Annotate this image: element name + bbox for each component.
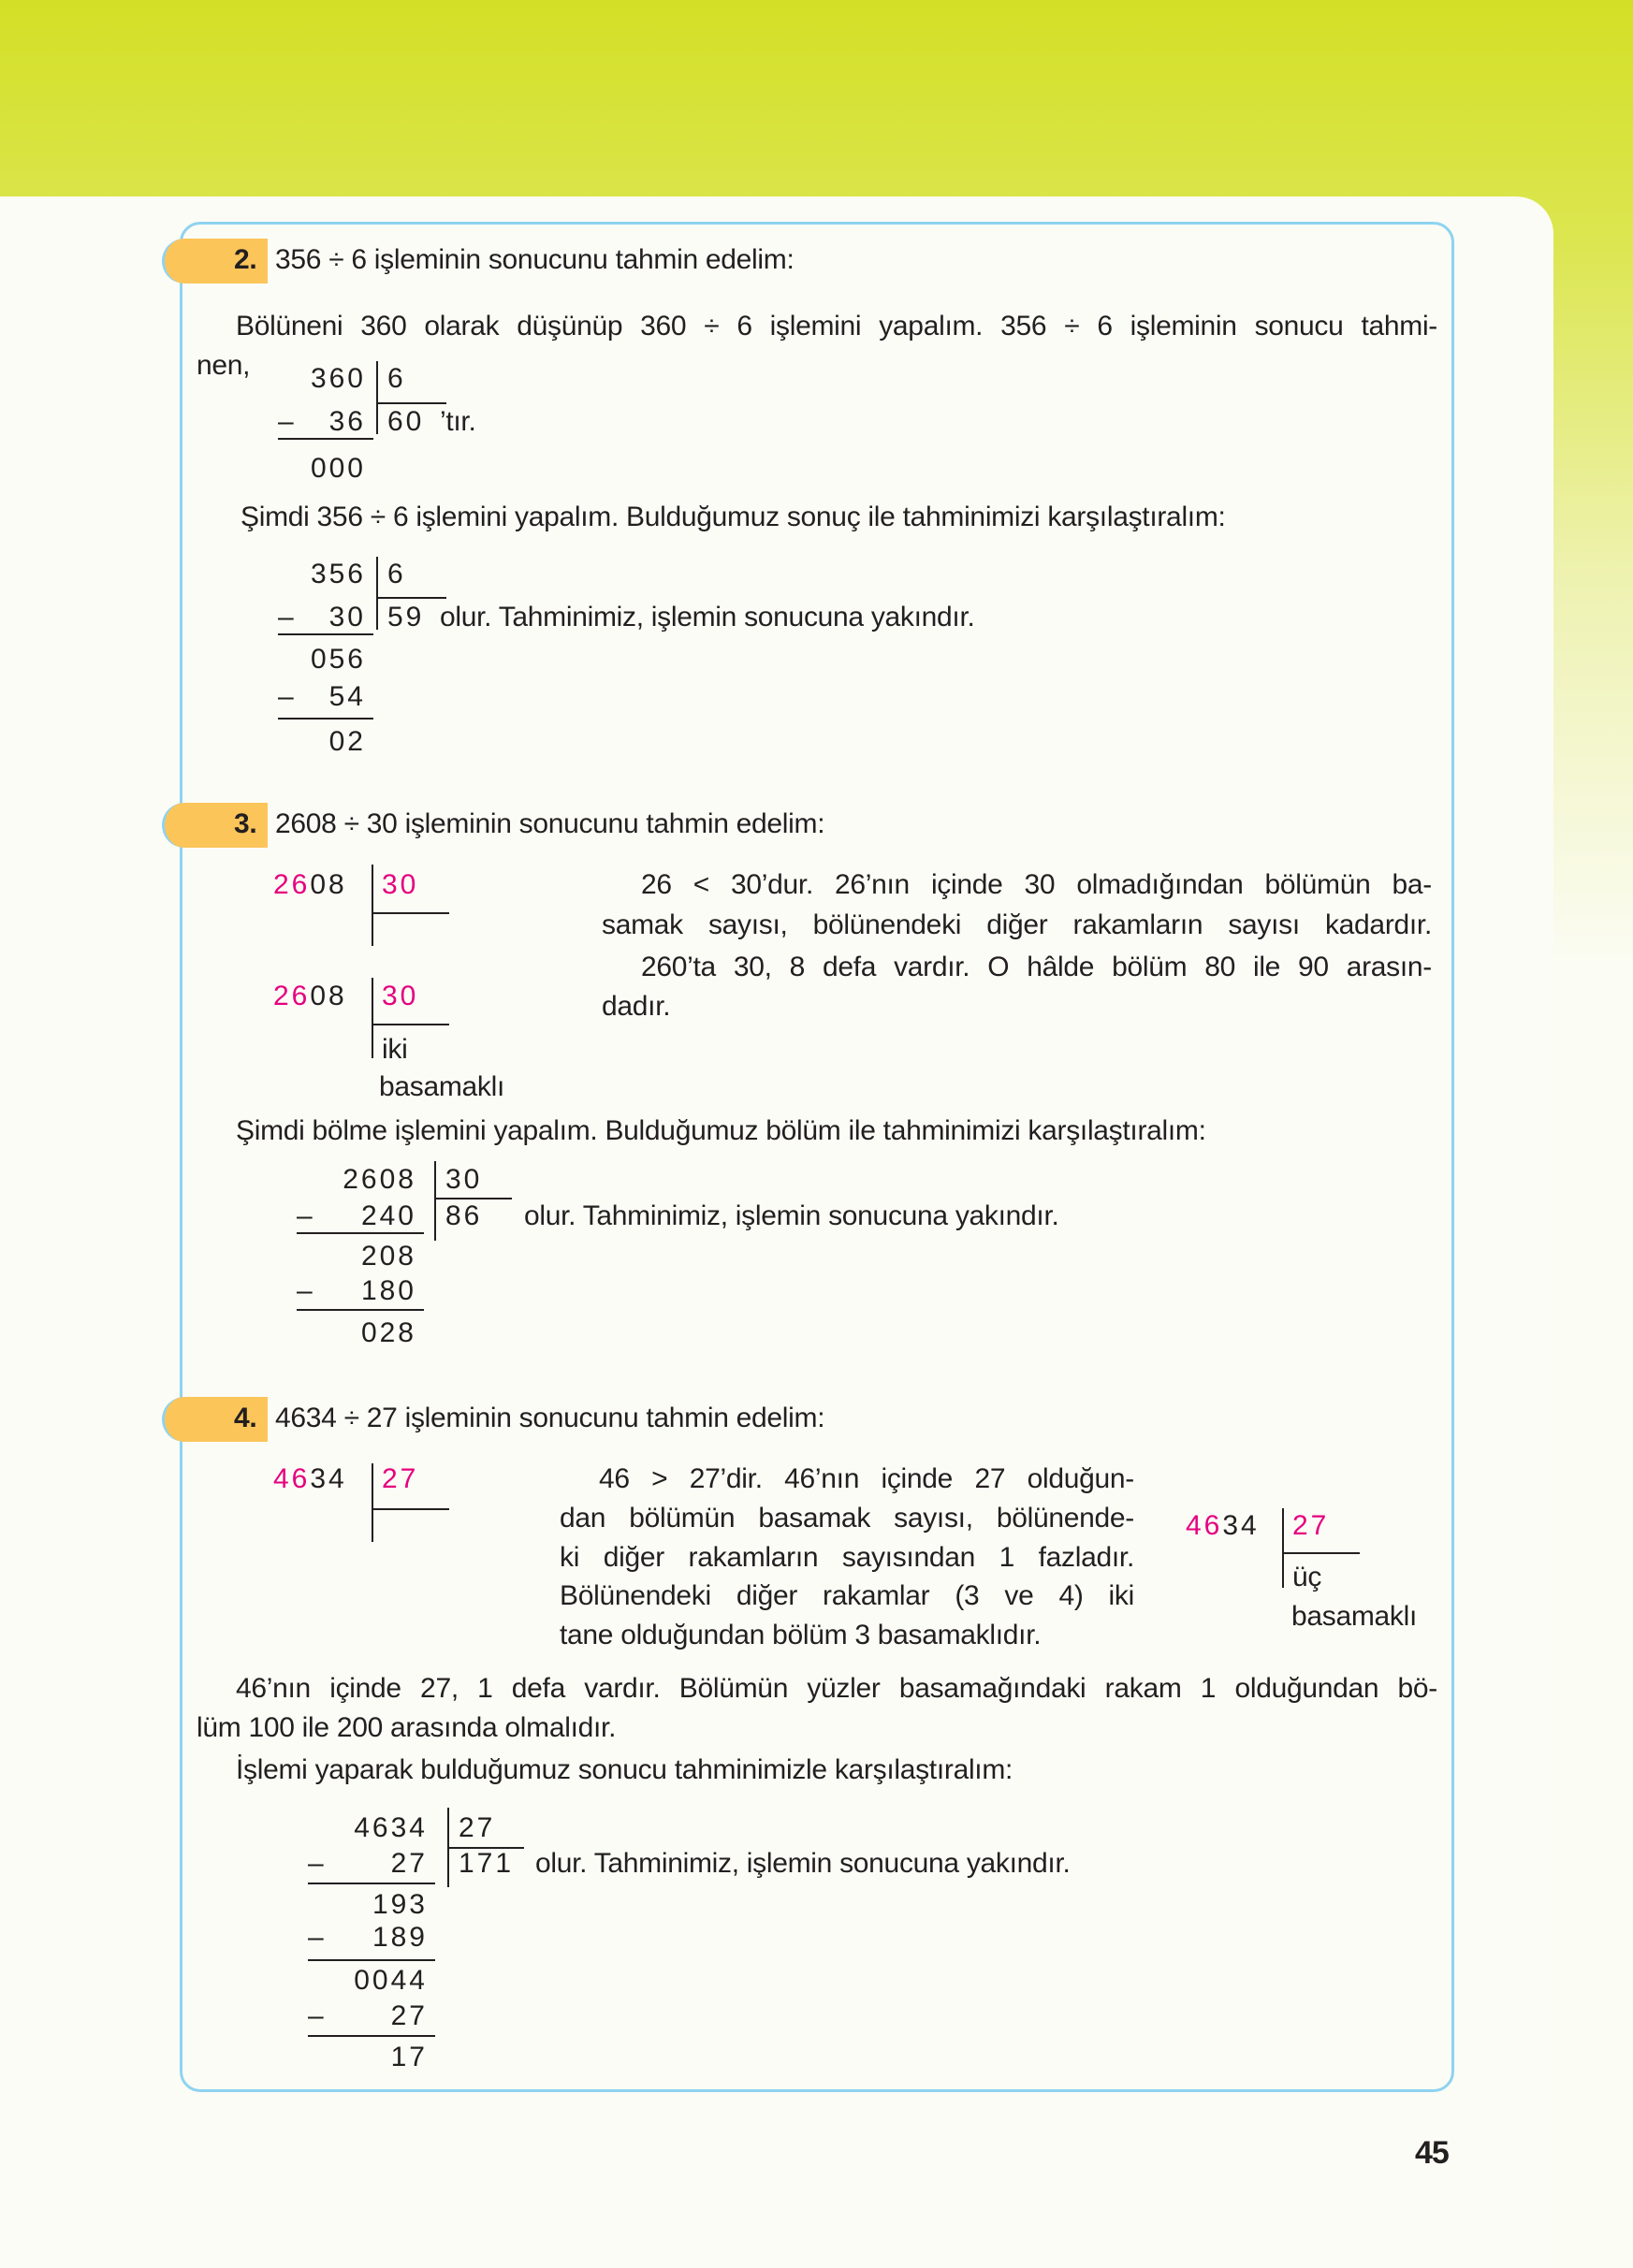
section-title: 356 ÷ 6 işleminin sonucunu tahmin edelim: — [275, 244, 795, 275]
divisor: 27 — [382, 1463, 419, 1494]
division-row: 193 — [372, 1889, 428, 1920]
division-bar — [1282, 1508, 1284, 1588]
explanation-line: tane olduğundan bölüm 3 basamaklıdır. — [560, 1620, 1042, 1650]
division-row: 028 — [360, 1317, 416, 1348]
subtraction-line — [278, 438, 373, 440]
dividend: 4634 — [273, 1463, 347, 1494]
division-row: 2608 — [343, 1164, 416, 1195]
minus-sign: – — [308, 1848, 327, 1879]
minus-sign: – — [278, 406, 297, 437]
highlighted-digits: 46 — [273, 1463, 311, 1494]
quotient-note: basamaklı — [1291, 1601, 1418, 1632]
paragraph: 46’nın içinde 27, 1 defa vardır. Bölümün yüzler basamağındaki rakam 1 olduğundan bö- — [236, 1673, 1437, 1704]
explanation-line: dan bölümün basamak sayısı, bölünende- — [560, 1503, 1134, 1534]
divisor: 30 — [382, 981, 419, 1011]
division-row: 02 — [328, 726, 366, 757]
section-title: 4634 ÷ 27 işleminin sonucunu tahmin edelim: — [275, 1403, 825, 1433]
division-row: 208 — [360, 1241, 416, 1272]
division-row: 180 — [360, 1275, 416, 1306]
paragraph: Bölüneni 360 olarak düşünüp 360 ÷ 6 işlemini yapalım. 356 ÷ 6 işleminin sonucu tahmi- — [236, 311, 1437, 342]
section-number: 3. — [234, 808, 257, 839]
quotient: 171 — [459, 1848, 515, 1879]
divisor: 30 — [445, 1164, 483, 1195]
division-row: 27 — [390, 1848, 428, 1879]
divisor-line — [1282, 1552, 1360, 1554]
subtraction-line — [278, 718, 373, 720]
division-row: 0044 — [354, 1965, 428, 1996]
division-row: 27 — [390, 2000, 428, 2031]
divisor-line — [372, 1024, 449, 1025]
minus-sign: – — [308, 1922, 327, 1953]
explanation-line: ki diğer rakamların sayısından 1 fazladır. — [560, 1542, 1134, 1573]
minus-sign: – — [297, 1275, 315, 1306]
page-number: 45 — [1415, 2135, 1449, 2171]
division-row: 4634 — [354, 1812, 428, 1843]
division-bar — [376, 557, 378, 630]
division-bar — [434, 1161, 436, 1241]
minus-sign: – — [297, 1200, 315, 1231]
division-row: 360 — [310, 363, 366, 394]
divisor-line — [372, 1508, 449, 1510]
subtraction-line — [297, 1232, 424, 1234]
paragraph: lüm 100 ile 200 arasında olmalıdır. — [197, 1712, 617, 1743]
divisor: 27 — [1292, 1510, 1330, 1541]
minus-sign: – — [278, 681, 297, 712]
minus-sign: – — [308, 2000, 327, 2031]
division-row: 54 — [328, 681, 366, 712]
quotient-digit-count: üç — [1292, 1562, 1322, 1592]
subtraction-line — [308, 1883, 435, 1884]
divisor: 6 — [387, 363, 406, 394]
dividend: 2608 — [273, 981, 347, 1011]
explanation-line: Bölünendeki diğer rakamlar (3 ve 4) iki — [560, 1580, 1134, 1611]
explanation-line: samak sayısı, bölünendeki diğer rakamların sayısı kadardır. — [602, 909, 1432, 940]
explanation-line: dadır. — [602, 991, 671, 1022]
section-number: 4. — [234, 1403, 257, 1433]
subtraction-line — [308, 1959, 435, 1961]
dividend: 4634 — [1186, 1510, 1260, 1541]
division-bar — [376, 361, 378, 434]
dividend: 2608 — [273, 869, 347, 900]
division-row: 000 — [310, 453, 366, 484]
paragraph: İşlemi yaparak bulduğumuz sonucu tahminimizle karşılaştıralım: — [236, 1754, 1013, 1785]
section-title: 2608 ÷ 30 işleminin sonucunu tahmin edelim: — [275, 808, 825, 839]
result-text: olur. Tahminimiz, işlemin sonucuna yakındır. — [524, 1200, 1059, 1231]
quotient-digit-count: iki — [382, 1034, 408, 1065]
division-row: 36 — [328, 406, 366, 437]
highlighted-digits: 26 — [273, 869, 311, 900]
division-row: 240 — [360, 1200, 416, 1231]
result-text: olur. Tahminimiz, işlemin sonucuna yakındır. — [535, 1848, 1071, 1879]
highlighted-digits: 46 — [1186, 1510, 1223, 1541]
subtraction-line — [278, 633, 373, 635]
quotient: 86 — [445, 1200, 483, 1231]
highlighted-digits: 26 — [273, 981, 311, 1011]
quotient: 60 — [387, 406, 425, 437]
minus-sign: – — [278, 602, 297, 632]
division-bar — [372, 865, 373, 946]
explanation-line: 46 > 27’dir. 46’nın içinde 27 olduğun- — [599, 1463, 1134, 1494]
quotient-note: basamaklı — [379, 1071, 505, 1102]
result-text: olur. Tahminimiz, işlemin sonucuna yakındır. — [440, 602, 975, 632]
division-row: 17 — [390, 2042, 428, 2072]
section-number: 2. — [234, 244, 257, 275]
result-text: ’tır. — [440, 406, 476, 437]
explanation-line: 26 < 30’dur. 26’nın içinde 30 olmadığından bölümün ba- — [641, 869, 1432, 900]
division-row: 189 — [372, 1922, 428, 1953]
divisor: 30 — [382, 869, 419, 900]
paragraph: Şimdi 356 ÷ 6 işlemini yapalım. Bulduğumuz sonuç ile tahminimizi karşılaştıralım: — [241, 502, 1226, 532]
divisor-line — [372, 912, 449, 914]
paragraph: Şimdi bölme işlemini yapalım. Bulduğumuz bölüm ile tahminimizi karşılaştıralım: — [236, 1115, 1206, 1146]
division-bar — [372, 1463, 373, 1542]
division-bar — [372, 978, 373, 1058]
subtraction-line — [297, 1309, 424, 1311]
subtraction-line — [308, 2035, 435, 2037]
divisor: 27 — [459, 1812, 496, 1843]
explanation-line: 260’ta 30, 8 defa vardır. O hâlde bölüm 80 ile 90 arasın- — [641, 952, 1432, 982]
divisor: 6 — [387, 559, 406, 589]
division-row: 356 — [310, 559, 366, 589]
division-row: 30 — [328, 602, 366, 632]
division-row: 056 — [310, 644, 366, 675]
quotient: 59 — [387, 602, 425, 632]
paragraph: nen, — [197, 350, 251, 381]
